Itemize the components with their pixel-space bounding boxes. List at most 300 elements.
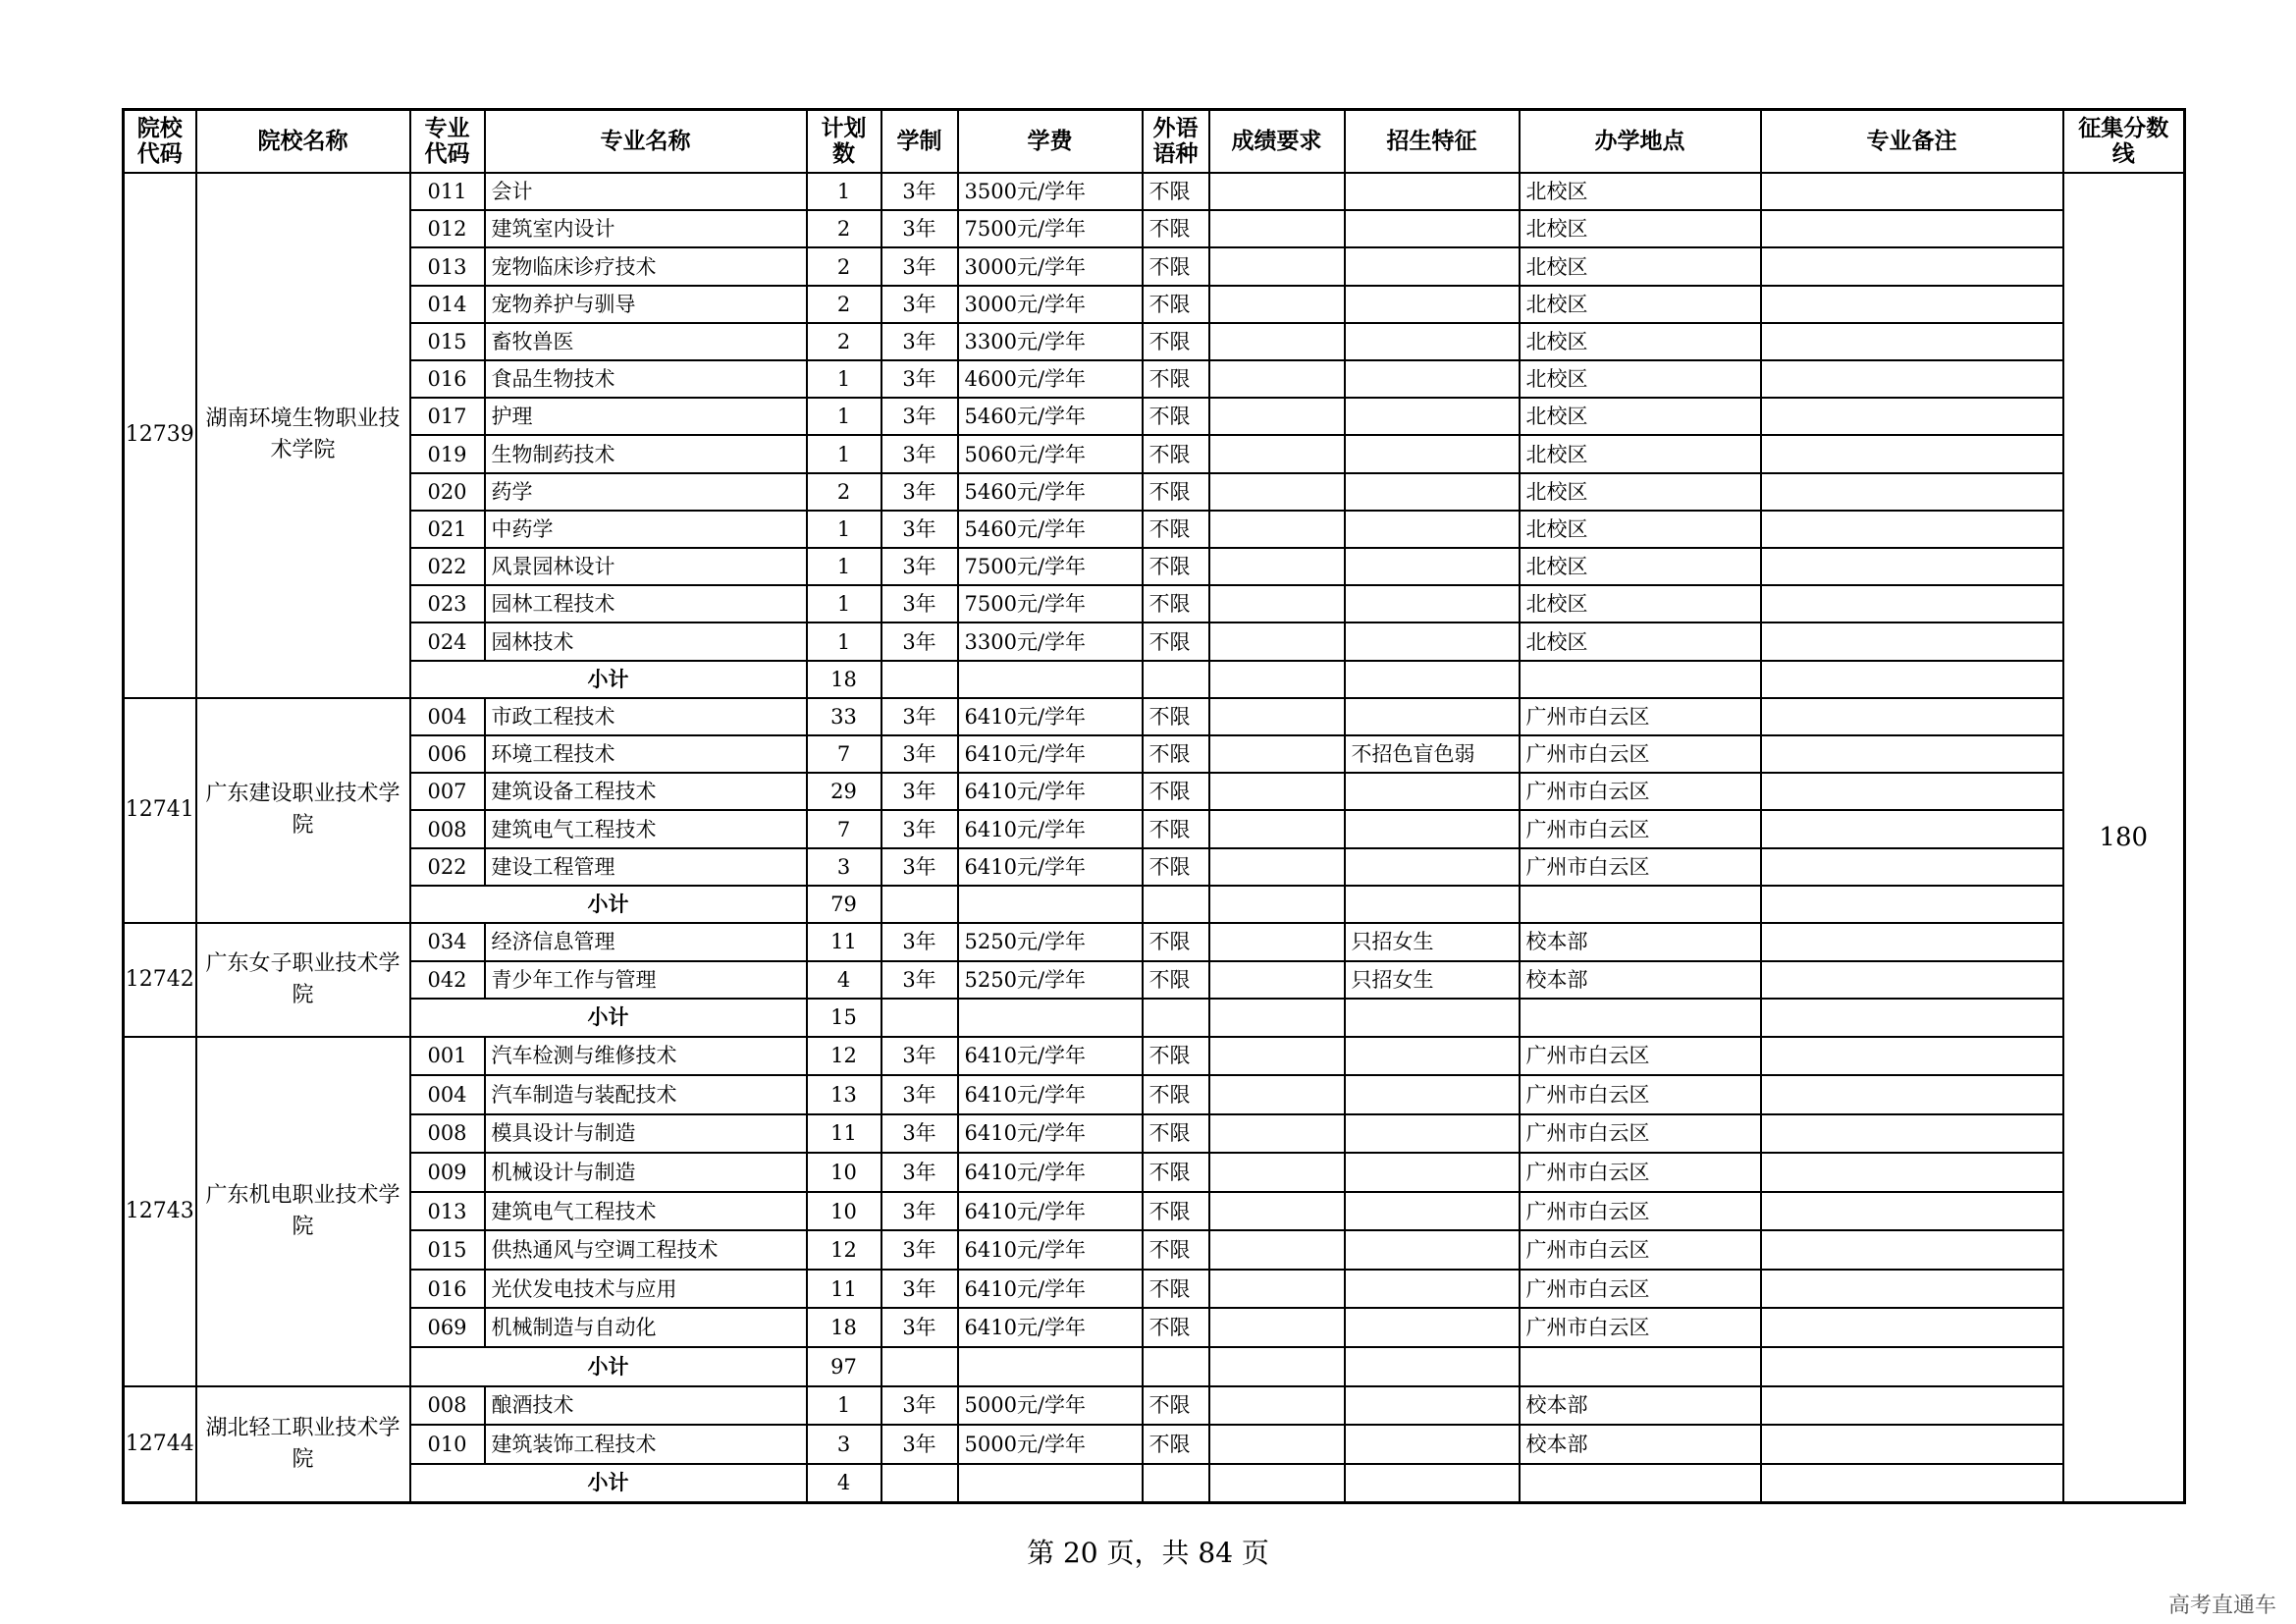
score-req-cell [1209, 698, 1345, 735]
location-cell: 北校区 [1520, 511, 1761, 548]
table-row [124, 435, 2185, 472]
table-row [124, 323, 2185, 360]
plan-cell: 1 [807, 173, 881, 210]
empty-cell [1520, 1347, 1761, 1386]
major-name-cell: 建筑电气工程技术 [485, 1192, 807, 1231]
school-name: 湖北轻工职业技术学院 [196, 1386, 410, 1503]
location-cell: 北校区 [1520, 286, 1761, 323]
empty-cell [1345, 1347, 1520, 1386]
language-cell: 不限 [1143, 735, 1209, 773]
feature-cell [1345, 435, 1520, 472]
school-code: 12742 [124, 923, 196, 1037]
plan-cell: 1 [807, 511, 881, 548]
table-row [124, 511, 2185, 548]
feature-cell [1345, 473, 1520, 511]
language-cell: 不限 [1143, 1192, 1209, 1231]
subtotal-value: 79 [807, 886, 881, 923]
tuition-cell: 6410元/学年 [958, 1153, 1143, 1192]
remark-cell [1761, 435, 2063, 472]
language-cell: 不限 [1143, 698, 1209, 735]
plan-cell: 2 [807, 473, 881, 511]
major-name-cell: 汽车制造与装配技术 [485, 1075, 807, 1114]
language-cell: 不限 [1143, 1230, 1209, 1270]
score-req-cell [1209, 210, 1345, 247]
score-req-cell [1209, 735, 1345, 773]
major-name-cell: 建筑室内设计 [485, 210, 807, 247]
score-req-cell [1209, 961, 1345, 1000]
feature-cell [1345, 286, 1520, 323]
location-cell: 广州市白云区 [1520, 1230, 1761, 1270]
feature-cell [1345, 1270, 1520, 1309]
table-row [124, 848, 2185, 886]
remark-cell [1761, 511, 2063, 548]
table-row [124, 773, 2185, 810]
duration-cell: 3年 [881, 398, 958, 435]
duration-cell: 3年 [881, 961, 958, 1000]
score-req-cell [1209, 1075, 1345, 1114]
subtotal-value: 15 [807, 999, 881, 1037]
empty-cell [881, 1464, 958, 1503]
feature-cell [1345, 548, 1520, 585]
admission-table [122, 108, 2186, 1504]
tuition-cell: 3000元/学年 [958, 247, 1143, 285]
major-name-cell: 机械制造与自动化 [485, 1308, 807, 1347]
major-name-cell: 模具设计与制造 [485, 1114, 807, 1154]
header-cutoff: 征集分数线 [2063, 110, 2185, 174]
page-number: 第 20 页，共 84 页 [1027, 1537, 1269, 1569]
major-name-cell: 宠物养护与驯导 [485, 286, 807, 323]
score-req-cell [1209, 323, 1345, 360]
school-name: 广东机电职业技术学院 [196, 1037, 410, 1386]
table-row [124, 360, 2185, 398]
duration-cell: 3年 [881, 1308, 958, 1347]
subtotal-label: 小计 [410, 1464, 807, 1503]
tuition-cell: 6410元/学年 [958, 698, 1143, 735]
major-name-cell: 建筑电气工程技术 [485, 810, 807, 847]
plan-cell: 7 [807, 735, 881, 773]
language-cell: 不限 [1143, 360, 1209, 398]
empty-cell [1520, 999, 1761, 1037]
plan-cell: 2 [807, 286, 881, 323]
tuition-cell: 6410元/学年 [958, 735, 1143, 773]
major-code-cell: 011 [410, 173, 485, 210]
subtotal-label: 小计 [410, 886, 807, 923]
empty-cell [1520, 1464, 1761, 1503]
feature-cell [1345, 173, 1520, 210]
empty-cell [958, 1464, 1143, 1503]
remark-cell [1761, 360, 2063, 398]
empty-cell [1345, 999, 1520, 1037]
duration-cell: 3年 [881, 286, 958, 323]
language-cell: 不限 [1143, 773, 1209, 810]
language-cell: 不限 [1143, 1153, 1209, 1192]
header-location: 办学地点 [1520, 110, 1761, 174]
empty-cell [1761, 661, 2063, 698]
location-cell: 北校区 [1520, 623, 1761, 660]
subtotal-row [124, 886, 2185, 923]
duration-cell: 3年 [881, 1425, 958, 1464]
remark-cell [1761, 1075, 2063, 1114]
feature-cell [1345, 623, 1520, 660]
major-code-cell: 022 [410, 548, 485, 585]
score-req-cell [1209, 511, 1345, 548]
location-cell: 广州市白云区 [1520, 1192, 1761, 1231]
score-req-cell [1209, 360, 1345, 398]
language-cell: 不限 [1143, 398, 1209, 435]
location-cell: 广州市白云区 [1520, 698, 1761, 735]
feature-cell [1345, 1153, 1520, 1192]
tuition-cell: 3000元/学年 [958, 286, 1143, 323]
major-name-cell: 建筑设备工程技术 [485, 773, 807, 810]
school-name: 湖南环境生物职业技术学院 [196, 173, 410, 698]
feature-cell [1345, 585, 1520, 623]
duration-cell: 3年 [881, 511, 958, 548]
header-row [124, 110, 2185, 174]
score-req-cell [1209, 585, 1345, 623]
location-cell: 广州市白云区 [1520, 1308, 1761, 1347]
major-code-cell: 007 [410, 773, 485, 810]
major-code-cell: 019 [410, 435, 485, 472]
tuition-cell: 6410元/学年 [958, 1230, 1143, 1270]
language-cell: 不限 [1143, 1075, 1209, 1114]
plan-cell: 10 [807, 1192, 881, 1231]
tuition-cell: 5060元/学年 [958, 435, 1143, 472]
remark-cell [1761, 810, 2063, 847]
remark-cell [1761, 1270, 2063, 1309]
feature-cell: 只招女生 [1345, 923, 1520, 961]
plan-cell: 1 [807, 623, 881, 660]
empty-cell [881, 999, 958, 1037]
major-name-cell: 青少年工作与管理 [485, 961, 807, 1000]
empty-cell [1143, 661, 1209, 698]
table-row [124, 585, 2185, 623]
language-cell: 不限 [1143, 173, 1209, 210]
remark-cell [1761, 1230, 2063, 1270]
plan-cell: 11 [807, 1270, 881, 1309]
remark-cell [1761, 585, 2063, 623]
tuition-cell: 5000元/学年 [958, 1386, 1143, 1426]
location-cell: 广州市白云区 [1520, 735, 1761, 773]
remark-cell [1761, 623, 2063, 660]
empty-cell [1345, 886, 1520, 923]
major-code-cell: 013 [410, 247, 485, 285]
empty-cell [1520, 886, 1761, 923]
header-school-name: 院校名称 [196, 110, 410, 174]
plan-cell: 13 [807, 1075, 881, 1114]
location-cell: 北校区 [1520, 360, 1761, 398]
duration-cell: 3年 [881, 810, 958, 847]
major-code-cell: 016 [410, 360, 485, 398]
score-req-cell [1209, 923, 1345, 961]
duration-cell: 3年 [881, 735, 958, 773]
header-score-req: 成绩要求 [1209, 110, 1345, 174]
table-row [124, 623, 2185, 660]
table-row [124, 1270, 2185, 1309]
language-cell: 不限 [1143, 511, 1209, 548]
plan-cell: 2 [807, 323, 881, 360]
major-code-cell: 042 [410, 961, 485, 1000]
location-cell: 北校区 [1520, 473, 1761, 511]
subtotal-label: 小计 [410, 999, 807, 1037]
header-language: 外语语种 [1143, 110, 1209, 174]
major-code-cell: 009 [410, 1153, 485, 1192]
language-cell: 不限 [1143, 548, 1209, 585]
tuition-cell: 7500元/学年 [958, 548, 1143, 585]
feature-cell [1345, 698, 1520, 735]
location-cell: 校本部 [1520, 923, 1761, 961]
plan-cell: 1 [807, 398, 881, 435]
major-name-cell: 市政工程技术 [485, 698, 807, 735]
subtotal-row [124, 999, 2185, 1037]
location-cell: 北校区 [1520, 173, 1761, 210]
tuition-cell: 6410元/学年 [958, 1037, 1143, 1076]
tuition-cell: 7500元/学年 [958, 585, 1143, 623]
duration-cell: 3年 [881, 1386, 958, 1426]
table-row [124, 961, 2185, 1000]
language-cell: 不限 [1143, 623, 1209, 660]
duration-cell: 3年 [881, 585, 958, 623]
feature-cell [1345, 1192, 1520, 1231]
score-req-cell [1209, 848, 1345, 886]
feature-cell [1345, 810, 1520, 847]
major-name-cell: 会计 [485, 173, 807, 210]
header-school-code: 院校代码 [124, 110, 196, 174]
location-cell: 广州市白云区 [1520, 1075, 1761, 1114]
empty-cell [1143, 1347, 1209, 1386]
major-name-cell: 光伏发电技术与应用 [485, 1270, 807, 1309]
feature-cell [1345, 1308, 1520, 1347]
duration-cell: 3年 [881, 1192, 958, 1231]
language-cell: 不限 [1143, 848, 1209, 886]
language-cell: 不限 [1143, 810, 1209, 847]
duration-cell: 3年 [881, 1153, 958, 1192]
empty-cell [1345, 1464, 1520, 1503]
location-cell: 北校区 [1520, 548, 1761, 585]
plan-cell: 12 [807, 1230, 881, 1270]
plan-cell: 1 [807, 435, 881, 472]
score-req-cell [1209, 1037, 1345, 1076]
language-cell: 不限 [1143, 210, 1209, 247]
major-code-cell: 004 [410, 698, 485, 735]
empty-cell [958, 999, 1143, 1037]
table-row [124, 810, 2185, 847]
plan-cell: 11 [807, 923, 881, 961]
major-name-cell: 生物制药技术 [485, 435, 807, 472]
duration-cell: 3年 [881, 1114, 958, 1154]
plan-cell: 1 [807, 585, 881, 623]
remark-cell [1761, 698, 2063, 735]
major-name-cell: 园林工程技术 [485, 585, 807, 623]
feature-cell [1345, 848, 1520, 886]
empty-cell [958, 661, 1143, 698]
major-code-cell: 017 [410, 398, 485, 435]
score-req-cell [1209, 1425, 1345, 1464]
location-cell: 校本部 [1520, 1386, 1761, 1426]
empty-cell [1209, 1464, 1345, 1503]
subtotal-row [124, 1464, 2185, 1503]
header-plan: 计划数 [807, 110, 881, 174]
school-code: 12744 [124, 1386, 196, 1503]
header-tuition: 学费 [958, 110, 1143, 174]
tuition-cell: 5460元/学年 [958, 511, 1143, 548]
score-req-cell [1209, 1114, 1345, 1154]
duration-cell: 3年 [881, 1075, 958, 1114]
duration-cell: 3年 [881, 473, 958, 511]
empty-cell [1209, 661, 1345, 698]
remark-cell [1761, 961, 2063, 1000]
plan-cell: 4 [807, 961, 881, 1000]
plan-cell: 2 [807, 247, 881, 285]
tuition-cell: 6410元/学年 [958, 848, 1143, 886]
major-code-cell: 001 [410, 1037, 485, 1076]
table-row [124, 1037, 2185, 1076]
score-req-cell [1209, 548, 1345, 585]
location-cell: 校本部 [1520, 961, 1761, 1000]
plan-cell: 1 [807, 360, 881, 398]
empty-cell [881, 661, 958, 698]
remark-cell [1761, 1192, 2063, 1231]
subtotal-row [124, 661, 2185, 698]
major-code-cell: 021 [410, 511, 485, 548]
language-cell: 不限 [1143, 286, 1209, 323]
plan-cell: 33 [807, 698, 881, 735]
school-code: 12741 [124, 698, 196, 923]
plan-cell: 18 [807, 1308, 881, 1347]
remark-cell [1761, 247, 2063, 285]
empty-cell [1209, 1347, 1345, 1386]
major-code-cell: 069 [410, 1308, 485, 1347]
language-cell: 不限 [1143, 1308, 1209, 1347]
table-row [124, 1386, 2185, 1426]
subtotal-value: 18 [807, 661, 881, 698]
location-cell: 广州市白云区 [1520, 1270, 1761, 1309]
table-row [124, 286, 2185, 323]
table-row [124, 398, 2185, 435]
language-cell: 不限 [1143, 1425, 1209, 1464]
tuition-cell: 6410元/学年 [958, 773, 1143, 810]
major-code-cell: 024 [410, 623, 485, 660]
header-remark: 专业备注 [1761, 110, 2063, 174]
major-code-cell: 015 [410, 323, 485, 360]
remark-cell [1761, 773, 2063, 810]
language-cell: 不限 [1143, 1037, 1209, 1076]
table-row [124, 210, 2185, 247]
school-name: 广东女子职业技术学院 [196, 923, 410, 1037]
remark-cell [1761, 323, 2063, 360]
location-cell: 北校区 [1520, 247, 1761, 285]
duration-cell: 3年 [881, 848, 958, 886]
tuition-cell: 6410元/学年 [958, 1075, 1143, 1114]
duration-cell: 3年 [881, 623, 958, 660]
major-name-cell: 中药学 [485, 511, 807, 548]
major-name-cell: 酿酒技术 [485, 1386, 807, 1426]
major-name-cell: 环境工程技术 [485, 735, 807, 773]
empty-cell [881, 886, 958, 923]
tuition-cell: 6410元/学年 [958, 1192, 1143, 1231]
table-row [124, 1308, 2185, 1347]
location-cell: 校本部 [1520, 1425, 1761, 1464]
major-code-cell: 006 [410, 735, 485, 773]
language-cell: 不限 [1143, 435, 1209, 472]
language-cell: 不限 [1143, 1386, 1209, 1426]
language-cell: 不限 [1143, 1114, 1209, 1154]
score-req-cell [1209, 1153, 1345, 1192]
empty-cell [1143, 1464, 1209, 1503]
remark-cell [1761, 1308, 2063, 1347]
header-feature: 招生特征 [1345, 110, 1520, 174]
score-req-cell [1209, 1230, 1345, 1270]
table-row [124, 735, 2185, 773]
table-row [124, 1230, 2185, 1270]
duration-cell: 3年 [881, 247, 958, 285]
duration-cell: 3年 [881, 173, 958, 210]
language-cell: 不限 [1143, 323, 1209, 360]
location-cell: 北校区 [1520, 435, 1761, 472]
duration-cell: 3年 [881, 210, 958, 247]
major-name-cell: 供热通风与空调工程技术 [485, 1230, 807, 1270]
tuition-cell: 6410元/学年 [958, 1270, 1143, 1309]
school-code: 12739 [124, 173, 196, 698]
language-cell: 不限 [1143, 585, 1209, 623]
subtotal-value: 97 [807, 1347, 881, 1386]
major-code-cell: 016 [410, 1270, 485, 1309]
remark-cell [1761, 1037, 2063, 1076]
score-req-cell [1209, 773, 1345, 810]
table-row [124, 1425, 2185, 1464]
score-req-cell [1209, 1308, 1345, 1347]
feature-cell [1345, 360, 1520, 398]
language-cell: 不限 [1143, 247, 1209, 285]
major-name-cell: 风景园林设计 [485, 548, 807, 585]
tuition-cell: 6410元/学年 [958, 810, 1143, 847]
location-cell: 广州市白云区 [1520, 773, 1761, 810]
empty-cell [1143, 999, 1209, 1037]
remark-cell [1761, 923, 2063, 961]
location-cell: 广州市白云区 [1520, 810, 1761, 847]
score-req-cell [1209, 1192, 1345, 1231]
location-cell: 北校区 [1520, 323, 1761, 360]
major-code-cell: 022 [410, 848, 485, 886]
major-name-cell: 建筑装饰工程技术 [485, 1425, 807, 1464]
location-cell: 北校区 [1520, 585, 1761, 623]
plan-cell: 7 [807, 810, 881, 847]
empty-cell [1143, 886, 1209, 923]
language-cell: 不限 [1143, 961, 1209, 1000]
plan-cell: 1 [807, 1386, 881, 1426]
major-name-cell: 畜牧兽医 [485, 323, 807, 360]
major-name-cell: 园林技术 [485, 623, 807, 660]
major-code-cell: 008 [410, 1114, 485, 1154]
feature-cell [1345, 1114, 1520, 1154]
table-row [124, 247, 2185, 285]
remark-cell [1761, 548, 2063, 585]
header-major-code: 专业代码 [410, 110, 485, 174]
score-req-cell [1209, 247, 1345, 285]
remark-cell [1761, 473, 2063, 511]
feature-cell [1345, 398, 1520, 435]
table-row [124, 1114, 2185, 1154]
remark-cell [1761, 735, 2063, 773]
table-row [124, 1075, 2185, 1114]
remark-cell [1761, 398, 2063, 435]
remark-cell [1761, 210, 2063, 247]
duration-cell: 3年 [881, 548, 958, 585]
empty-cell [958, 1347, 1143, 1386]
feature-cell [1345, 1037, 1520, 1076]
remark-cell [1761, 1386, 2063, 1426]
score-req-cell [1209, 398, 1345, 435]
major-name-cell: 机械设计与制造 [485, 1153, 807, 1192]
